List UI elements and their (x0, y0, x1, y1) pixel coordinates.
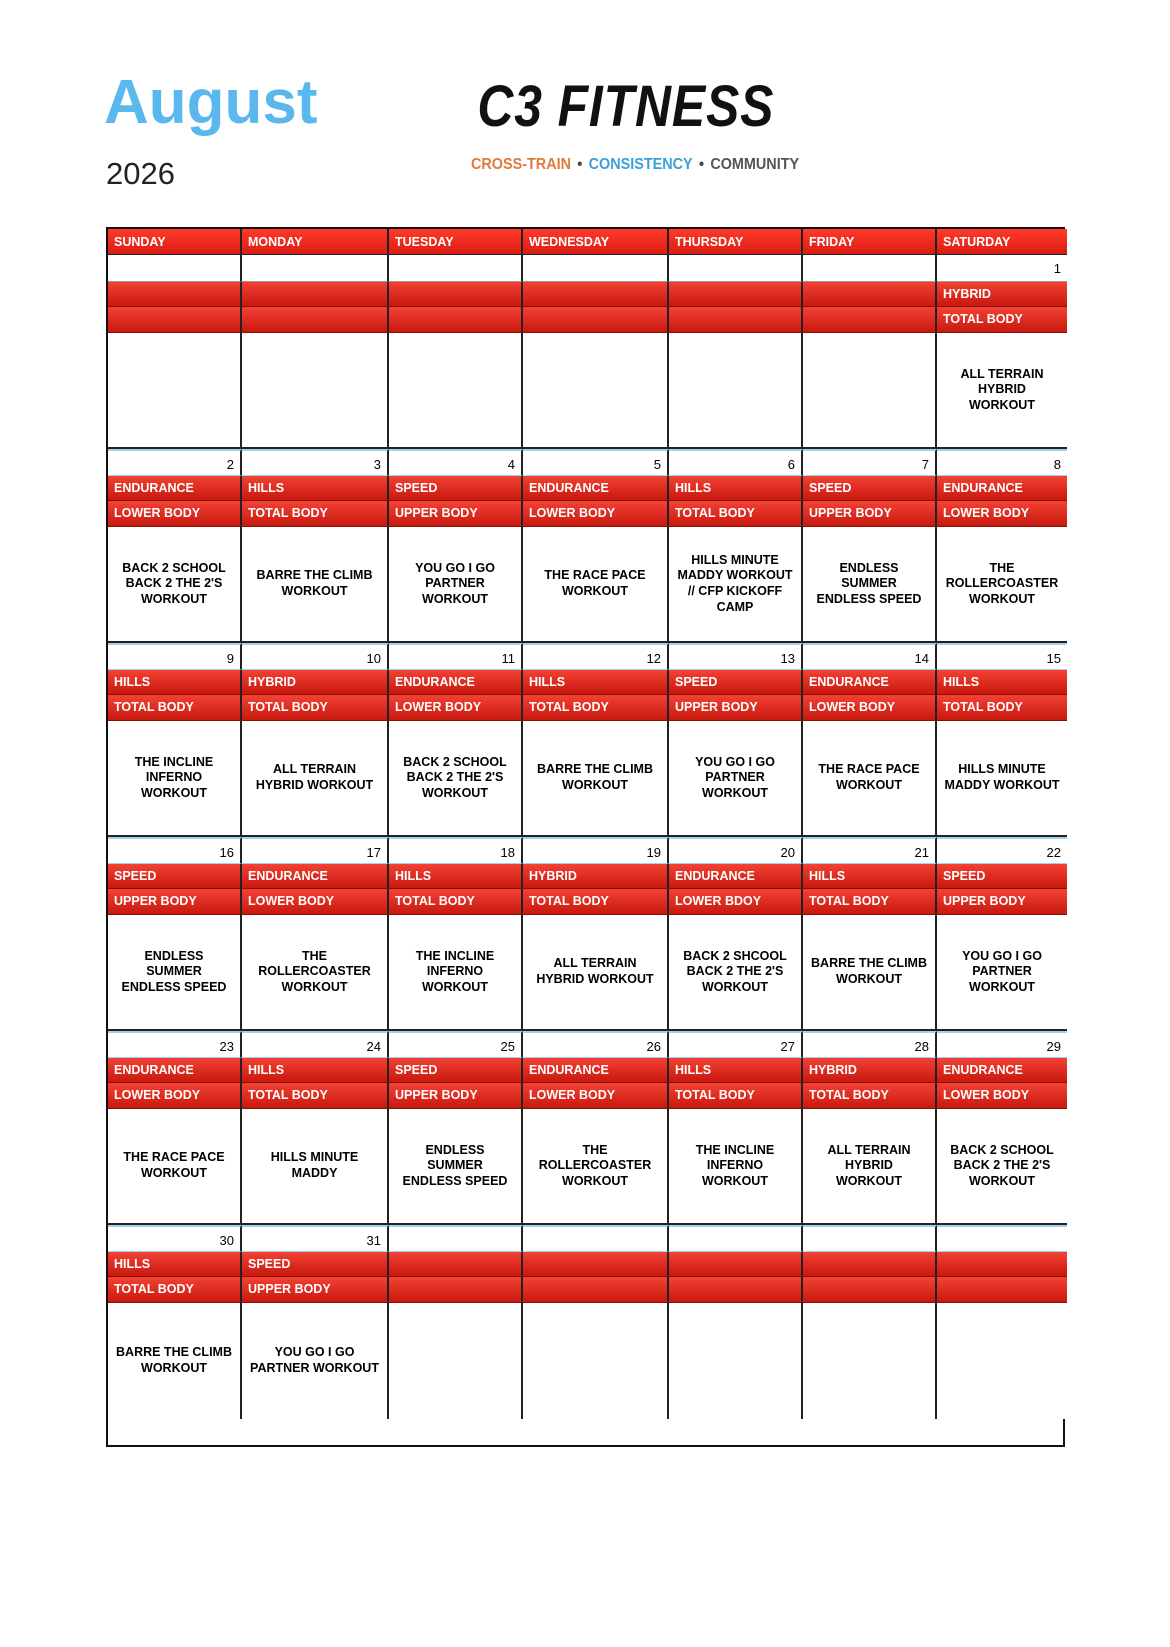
tagline-consistency: CONSISTENCY (588, 156, 693, 173)
day-header-saturday: SATURDAY (937, 229, 1067, 255)
day-number: 7 (803, 449, 937, 476)
workout-type: SPEED (389, 476, 523, 501)
day-number: 22 (937, 837, 1067, 864)
workout-name: BARRE THE CLIMB WORKOUT (523, 721, 669, 837)
body-focus: LOWER BODY (523, 501, 669, 527)
workout-type: ENDURANCE (803, 670, 937, 695)
brand-tagline (471, 156, 800, 174)
workout-name: THE RACE PACE WORKOUT (803, 721, 937, 837)
brand-name: C3 FITNESS (477, 74, 775, 139)
workout-type: SPEED (242, 1252, 389, 1277)
day-number: 9 (108, 643, 242, 670)
body-focus: UPPER BODY (669, 695, 803, 721)
workout-type (108, 282, 242, 307)
workout-type (803, 1252, 937, 1277)
body-focus (389, 307, 523, 333)
day-number (108, 255, 242, 282)
day-number: 2 (108, 449, 242, 476)
day-header-friday: FRIDAY (803, 229, 937, 255)
body-focus: UPPER BODY (108, 889, 242, 915)
body-focus: TOTAL BODY (108, 695, 242, 721)
body-focus (803, 1277, 937, 1303)
workout-name (669, 333, 803, 449)
body-focus: TOTAL BODY (669, 501, 803, 527)
day-header-monday: MONDAY (242, 229, 389, 255)
workout-name: BACK 2 SHCOOL BACK 2 THE 2'S WORKOUT (669, 915, 803, 1031)
body-focus: TOTAL BODY (803, 1083, 937, 1109)
body-focus (523, 1277, 669, 1303)
workout-type (389, 282, 523, 307)
workout-name: ENDLESS SUMMER ENDLESS SPEED (803, 527, 937, 643)
day-number: 10 (242, 643, 389, 670)
day-number: 30 (108, 1225, 242, 1252)
body-focus: LOWER BODY (108, 1083, 242, 1109)
brand-logo (455, 74, 800, 174)
day-number (937, 1225, 1067, 1252)
day-number (389, 255, 523, 282)
workout-name: HILLS MINUTE MADDY WORKOUT (937, 721, 1067, 837)
workout-name (669, 1303, 803, 1419)
workout-name (523, 1303, 669, 1419)
tagline-dot: • (577, 156, 583, 173)
workout-type: SPEED (937, 864, 1067, 889)
workout-type (669, 1252, 803, 1277)
month-title: August (104, 68, 318, 137)
workout-type: HILLS (523, 670, 669, 695)
body-focus: UPPER BODY (389, 1083, 523, 1109)
tagline-cross-train: CROSS-TRAIN (471, 156, 571, 173)
workout-type: HILLS (389, 864, 523, 889)
day-number: 6 (669, 449, 803, 476)
body-focus: LOWER BODY (242, 889, 389, 915)
day-number: 8 (937, 449, 1067, 476)
workout-type: ENDURANCE (523, 476, 669, 501)
day-number: 27 (669, 1031, 803, 1058)
day-number: 5 (523, 449, 669, 476)
day-number: 20 (669, 837, 803, 864)
workout-type: ENDURANCE (937, 476, 1067, 501)
body-focus: LOWER BODY (937, 501, 1067, 527)
workout-type: HILLS (803, 864, 937, 889)
day-number (669, 255, 803, 282)
workout-name (108, 333, 242, 449)
day-number: 14 (803, 643, 937, 670)
workout-type (803, 282, 937, 307)
day-number: 12 (523, 643, 669, 670)
body-focus: TOTAL BODY (108, 1277, 242, 1303)
body-focus: TOTAL BODY (523, 889, 669, 915)
workout-name: THE RACE PACE WORKOUT (523, 527, 669, 643)
workout-name (937, 1303, 1067, 1419)
day-number: 3 (242, 449, 389, 476)
body-focus (242, 307, 389, 333)
day-number (242, 255, 389, 282)
body-focus (389, 1277, 523, 1303)
workout-type: HILLS (242, 476, 389, 501)
body-focus: UPPER BODY (389, 501, 523, 527)
workout-name: ENDLESS SUMMER ENDLESS SPEED (389, 1109, 523, 1225)
day-number: 13 (669, 643, 803, 670)
workout-type: ENDURANCE (523, 1058, 669, 1083)
day-number (803, 255, 937, 282)
workout-name: ALL TERRAIN HYBRID WORKOUT (523, 915, 669, 1031)
workout-name: THE INCLINE INFERNO WORKOUT (389, 915, 523, 1031)
body-focus: TOTAL BODY (523, 695, 669, 721)
body-focus: UPPER BODY (803, 501, 937, 527)
workout-name: THE INCLINE INFERNO WORKOUT (669, 1109, 803, 1225)
body-focus: TOTAL BODY (937, 695, 1067, 721)
workout-name: YOU GO I GO PARTNER WORKOUT (389, 527, 523, 643)
workout-type: HILLS (108, 670, 242, 695)
tagline-dot: • (698, 156, 705, 173)
workout-type: HYBRID (937, 282, 1067, 307)
body-focus (669, 1277, 803, 1303)
day-number: 19 (523, 837, 669, 864)
body-focus: LOWER BODY (803, 695, 937, 721)
workout-name: THE ROLLERCOASTER WORKOUT (523, 1109, 669, 1225)
workout-type (937, 1252, 1067, 1277)
body-focus: LOWER BODY (523, 1083, 669, 1109)
workout-name: BACK 2 SCHOOL BACK 2 THE 2'S WORKOUT (108, 527, 242, 643)
body-focus (669, 307, 803, 333)
workout-type: HILLS (937, 670, 1067, 695)
workout-type: HILLS (669, 1058, 803, 1083)
day-number: 29 (937, 1031, 1067, 1058)
workout-type (389, 1252, 523, 1277)
workout-type: HYBRID (803, 1058, 937, 1083)
day-number (803, 1225, 937, 1252)
workout-name: THE INCLINE INFERNO WORKOUT (108, 721, 242, 837)
workout-name: THE ROLLERCOASTER WORKOUT (242, 915, 389, 1031)
body-focus (937, 1277, 1067, 1303)
day-number: 4 (389, 449, 523, 476)
body-focus: UPPER BODY (242, 1277, 389, 1303)
workout-type: SPEED (803, 476, 937, 501)
body-focus: LOWER BODY (108, 501, 242, 527)
workout-name: YOU GO I GO PARTNER WORKOUT (669, 721, 803, 837)
workout-name: YOU GO I GO PARTNER WORKOUT (937, 915, 1067, 1031)
body-focus: TOTAL BODY (803, 889, 937, 915)
workout-name: HILLS MINUTE MADDY (242, 1109, 389, 1225)
workout-name: THE ROLLERCOASTER WORKOUT (937, 527, 1067, 643)
workout-name (389, 333, 523, 449)
day-number (669, 1225, 803, 1252)
body-focus: LOWER BODY (937, 1083, 1067, 1109)
workout-type (523, 282, 669, 307)
day-number: 31 (242, 1225, 389, 1252)
workout-name (242, 333, 389, 449)
workout-name: HILLS MINUTE MADDY WORKOUT // CFP KICKOFF CAMP (669, 527, 803, 643)
day-number: 28 (803, 1031, 937, 1058)
workout-type: ENUDRANCE (937, 1058, 1067, 1083)
day-header-thursday: THURSDAY (669, 229, 803, 255)
day-number (389, 1225, 523, 1252)
workout-name: ALL TERRAIN HYBRID WORKOUT (803, 1109, 937, 1225)
body-focus (108, 307, 242, 333)
year-label: 2026 (106, 156, 175, 191)
day-number: 15 (937, 643, 1067, 670)
workout-name (523, 333, 669, 449)
workout-type: SPEED (669, 670, 803, 695)
workout-type: HILLS (108, 1252, 242, 1277)
workout-type: HYBRID (523, 864, 669, 889)
body-focus: TOTAL BODY (389, 889, 523, 915)
workout-name: BACK 2 SCHOOL BACK 2 THE 2'S WORKOUT (389, 721, 523, 837)
day-number: 17 (242, 837, 389, 864)
body-focus: LOWER BODY (389, 695, 523, 721)
day-header-wednesday: WEDNESDAY (523, 229, 669, 255)
body-focus (523, 307, 669, 333)
body-focus: LOWER BDOY (669, 889, 803, 915)
workout-name: ENDLESS SUMMER ENDLESS SPEED (108, 915, 242, 1031)
day-number: 18 (389, 837, 523, 864)
body-focus: TOTAL BODY (242, 501, 389, 527)
day-header-sunday: SUNDAY (108, 229, 242, 255)
workout-type: HILLS (242, 1058, 389, 1083)
workout-type: SPEED (389, 1058, 523, 1083)
workout-type (523, 1252, 669, 1277)
workout-name (803, 1303, 937, 1419)
day-number (523, 1225, 669, 1252)
workout-type: ENDURANCE (242, 864, 389, 889)
workout-type: HYBRID (242, 670, 389, 695)
day-header-tuesday: TUESDAY (389, 229, 523, 255)
day-number: 21 (803, 837, 937, 864)
workout-type: ENDURANCE (389, 670, 523, 695)
day-number: 16 (108, 837, 242, 864)
workout-name: BARRE THE CLIMB WORKOUT (242, 527, 389, 643)
workout-name (803, 333, 937, 449)
workout-type: SPEED (108, 864, 242, 889)
workout-type: HILLS (669, 476, 803, 501)
day-number: 1 (937, 255, 1067, 282)
workout-name: BARRE THE CLIMB WORKOUT (803, 915, 937, 1031)
workout-name: BARRE THE CLIMB WORKOUT (108, 1303, 242, 1419)
workout-name: YOU GO I GO PARTNER WORKOUT (242, 1303, 389, 1419)
workout-name: ALL TERRAIN HYBRID WORKOUT (242, 721, 389, 837)
day-number: 24 (242, 1031, 389, 1058)
workout-name: BACK 2 SCHOOL BACK 2 THE 2'S WORKOUT (937, 1109, 1067, 1225)
day-number: 26 (523, 1031, 669, 1058)
body-focus: UPPER BODY (937, 889, 1067, 915)
workout-type: ENDURANCE (108, 1058, 242, 1083)
workout-name: THE RACE PACE WORKOUT (108, 1109, 242, 1225)
tagline-community: COMMUNITY (710, 156, 800, 173)
body-focus: TOTAL BODY (242, 695, 389, 721)
workout-type (242, 282, 389, 307)
workout-type: ENDURANCE (108, 476, 242, 501)
body-focus: TOTAL BODY (937, 307, 1067, 333)
workout-type: ENDURANCE (669, 864, 803, 889)
day-number (523, 255, 669, 282)
day-number: 11 (389, 643, 523, 670)
day-number: 23 (108, 1031, 242, 1058)
body-focus: TOTAL BODY (669, 1083, 803, 1109)
calendar-grid (106, 227, 1065, 1447)
body-focus (803, 307, 937, 333)
workout-type (669, 282, 803, 307)
workout-name (389, 1303, 523, 1419)
day-number: 25 (389, 1031, 523, 1058)
body-focus: TOTAL BODY (242, 1083, 389, 1109)
workout-name: ALL TERRAIN HYBRID WORKOUT (937, 333, 1067, 449)
